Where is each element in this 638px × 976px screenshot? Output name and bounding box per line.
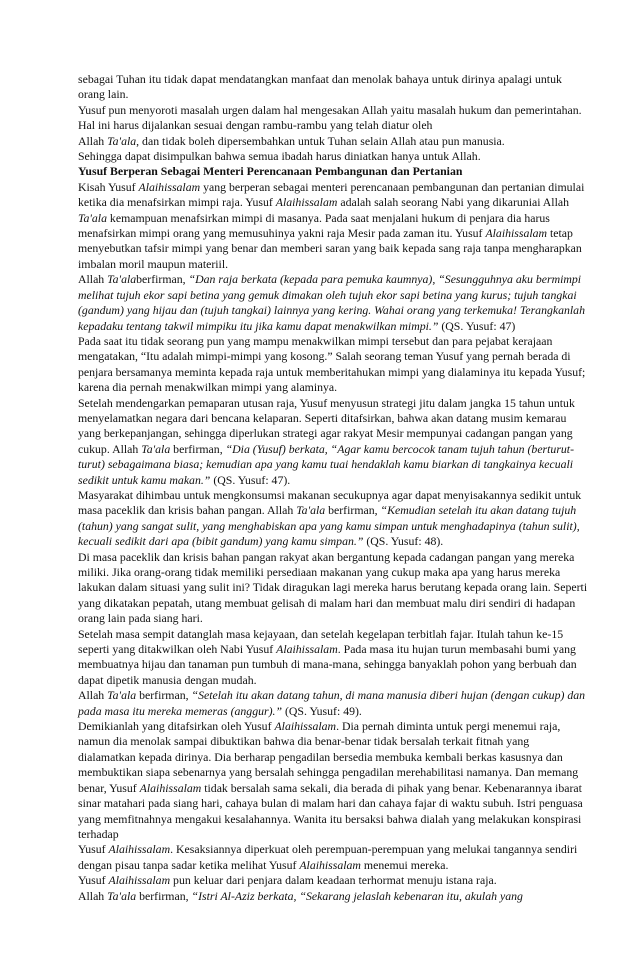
text-run: , dan tidak boleh dipersembahkan untuk Tuhan selain Allah atau pun manusia. xyxy=(136,133,505,148)
quran-quote: “Dia (Yusuf) berkata, “Agar kamu bercocok tanam tujuh tahun (berturut-turut) sebagaimana biasa; kemudian apa yang kamu tuai hendaklah kamu biarkan di tangkainya kecuali sedikit untuk kamu makan.” xyxy=(78,441,575,487)
text-run: . Dia pernah diminta untuk pergi menemui raja, namun dia menolak sampai dibuktikan bahwa dia benar-benar tidak bersalah terkait fitnah yang dialamatkan kepada dirinya. Dia berharap pengadilan bersedia membuka kembali berkas kasusnya dan membuktikan siapa sebenarnya yang bersalah sehingga pengadilan merehabilitasi namanya. Dan memang benar, Yusuf xyxy=(78,719,579,795)
quran-quote: “Setelah itu akan datang tahun, di mana manusia diberi hujan (dengan cukup) dan pada masa itu mereka memeras (anggur).” xyxy=(78,688,586,718)
paragraph-15 xyxy=(78,873,588,888)
italic-run: Alaihissalam xyxy=(299,857,361,872)
paragraph-2: Yusuf pun menyoroti masalah urgen dalam hal mengesakan Allah yaitu masalah hukum dan pemerintahan. Hal ini harus dijalankan sesuai dengan rambu-rambu yang telah diatur oleh xyxy=(78,102,582,133)
text-run: Allah xyxy=(78,133,108,148)
italic-run: Ta'ala xyxy=(141,441,171,456)
text-run: Allah xyxy=(78,272,108,287)
paragraph-11 xyxy=(78,627,588,689)
paragraph-1: sebagai Tuhan itu tidak dapat mendatangkan manfaat dan menolak bahaya untuk dirinya apalagi untuk orang lain. xyxy=(78,72,562,102)
text-run: adalah salah seorang Nabi yang dikaruniai Allah xyxy=(337,195,569,210)
citation: (QS. Yusuf: 47) xyxy=(438,318,516,333)
italic-run: Alaihissalam xyxy=(485,226,548,241)
text-run: berfirman, xyxy=(136,272,189,287)
italic-run: Ta'ala xyxy=(296,503,326,518)
text-run: Yusuf xyxy=(78,873,109,888)
italic-run: Ta'ala xyxy=(107,272,137,287)
italic-run: Alaihissalam xyxy=(275,195,338,210)
paragraph-7: Pada saat itu tidak seorang pun yang mampu menakwilkan mimpi tersebut dan para pejabat kerajaan mengatakan, “Itu adalah mimpi-mimpi yang kosong.” Salah seorang teman Yusuf yang pernah berada di penjara bersamanya meminta kepada raja untuk memberitahukan mimpi yang dialaminya itu kepada Yusuf; karena dia pernah menakwilkan mimpi yang alaminya. xyxy=(78,333,586,395)
text-run: berfirman, xyxy=(136,688,192,703)
quran-quote: “Istri Al-Aziz berkata, “Sekarang jelaslah kebenaran itu, akulah yang xyxy=(191,888,523,903)
text-run: kemampuan menafsirkan mimpi di masanya. Pada saat menjalani hukum di penjara dia harus menafsirkan mimpi orang yang memusuhinya yakni raja Mesir pada zaman itu. Yusuf xyxy=(78,210,550,241)
italic-run: Alaihissalam xyxy=(139,780,202,795)
text-run: Setelah mendengarkan pemaparan utusan raja, Yusuf menyusun strategi jitu dalam jangka 15 tahun untuk menyelamatkan negara dari bencana kelaparan. Seperti ditafsirkan, bahwa akan datang musim kemarau yang berkepanjangan, sehingga diperlukan strategi agar rakyat Mesir mempunyai cadangan pangan yang cukup. Allah xyxy=(78,395,575,456)
text-run: berfirman, xyxy=(136,888,192,903)
italic-run: Ta'ala xyxy=(107,888,137,903)
text-run: Allah xyxy=(78,688,108,703)
section-heading: Yusuf Berperan Sebagai Menteri Perencanaan Pembangunan dan Pertanian xyxy=(78,164,463,179)
text-run: Allah xyxy=(78,888,108,903)
text-run: yang berperan sebagai menteri perencanaan pembangunan dan pertanian dimulai ketika dia menafsirkan mimpi raja. Yusuf xyxy=(78,179,585,210)
italic-run: Alaihissalam xyxy=(276,642,338,657)
paragraph-3 xyxy=(78,134,588,149)
italic-run: Ta'ala xyxy=(78,210,107,225)
text-run: Masyarakat dihimbau untuk mengkonsumsi makanan secukupnya agar dapat menyisakannya sedikit untuk masa paceklik dan krisis bahan pangan. Allah xyxy=(78,487,582,518)
paragraph-5 xyxy=(78,180,588,272)
italic-run: Ta'ala xyxy=(107,688,137,703)
paragraph-9 xyxy=(78,488,588,550)
text-run: Kisah Yusuf xyxy=(78,179,139,194)
text-run: Yusuf xyxy=(78,842,109,857)
paragraph-14 xyxy=(78,842,588,873)
paragraph-6 xyxy=(78,272,588,334)
text-run: Setelah masa sempit datanglah masa kejayaan, dan setelah kegelapan terbitlah fajar. Itulah tahun ke-15 seperti yang ditakwilkan oleh Nabi Yusuf xyxy=(78,626,564,657)
text-run: pun keluar dari penjara dalam keadaan terhormat menuju istana raja. xyxy=(170,873,497,888)
italic-run: Alaihissalam xyxy=(108,873,171,888)
quran-quote: “Dan raja berkata (kepada para pemuka kaumnya), “Sesungguhnya aku bermimpi melihat tujuh ekor sapi betina yang gemuk dimakan oleh tujuh ekor sapi betina yang kurus; tujuh tangkai (gandum) yang hijau dan (tujuh tangkai) lainnya yang kering. Wahai orang yang terkemuka! Terangkanlah kepadaku tentang takwil mimpiku itu jika kamu dapat menakwilkan mimpi.” xyxy=(78,272,585,333)
italic-run: Ta'ala xyxy=(107,133,137,148)
paragraph-4: Sehingga dapat disimpulkan bahwa semua ibadah harus diniatkan hanya untuk Allah. xyxy=(78,149,481,164)
text-run: berfirman, xyxy=(170,441,226,456)
paragraph-8 xyxy=(78,396,588,488)
text-run: Demikianlah yang ditafsirkan oleh Yusuf xyxy=(78,719,275,734)
citation: (QS. Yusuf: 47). xyxy=(210,472,291,487)
text-run: menemui mereka. xyxy=(360,857,449,872)
citation: (QS. Yusuf: 48). xyxy=(363,534,444,549)
text-run: tidak bersalah sama sekali, dia berada di pihak yang benar. Kebenarannya ibarat sinar matahari pada siang hari, cahaya bulan di malam hari dan cahaya fajar di waktu subuh. Istri penguasa yang memfitnahnya mengakui kesalahannya. Wanita itu bersaksi bahwa dialah yang melakukan konspirasi terhadap xyxy=(78,780,583,841)
paragraph-12 xyxy=(78,688,588,719)
paragraph-16 xyxy=(78,889,588,904)
paragraph-10: Di masa paceklik dan krisis bahan pangan rakyat akan bergantung kepada cadangan pangan yang mereka miliki. Jika orang-orang tidak memiliki persediaan makanan yang cukup maka apa yang harus mereka lakukan dalam situasi yang sulit ini? Tidak diragukan lagi mereka harus berutang kepada orang lain. Seperti yang dikatakan pepatah, utang membuat gelisah di malam hari dan membuat malu diri sendiri di hadapan orang lain pada siang hari. xyxy=(78,549,588,626)
citation: (QS. Yusuf: 49). xyxy=(282,703,362,718)
text-run: tetap menyebutkan tafsir mimpi yang benar dan memberi saran yang baik kepada sang raja tanpa mengharapkan imbalan moril maupun materiil. xyxy=(78,226,582,271)
italic-run: Alaihissalam xyxy=(274,719,337,734)
italic-run: Alaihissalam xyxy=(138,179,201,194)
text-run: . Pada masa itu hujan turun membasahi bumi yang membuatnya hijau dan tanaman pun tumbuh di mana-mana, sehingga banyaklah pohon yang berbuah dan dapat dipetik manusia dengan mudah. xyxy=(78,642,577,687)
paragraph-13 xyxy=(78,719,588,842)
quran-quote: “Kemudian setelah itu akan datang tujuh (tahun) yang sangat sulit, yang menghabiskan apa yang kamu simpan untuk menghadapinya (tahun sulit), kecuali sedikit dari apa (bibit gandum) yang kamu simpan.” xyxy=(78,503,580,549)
italic-run: Alaihissalam xyxy=(108,842,171,857)
text-run: . Kesaksiannya diperkuat oleh perempuan-perempuan yang melukai tangannya sendiri dengan pisau tanpa sadar ketika melihat Yusuf xyxy=(78,842,578,872)
text-run: berfirman, xyxy=(325,503,381,518)
